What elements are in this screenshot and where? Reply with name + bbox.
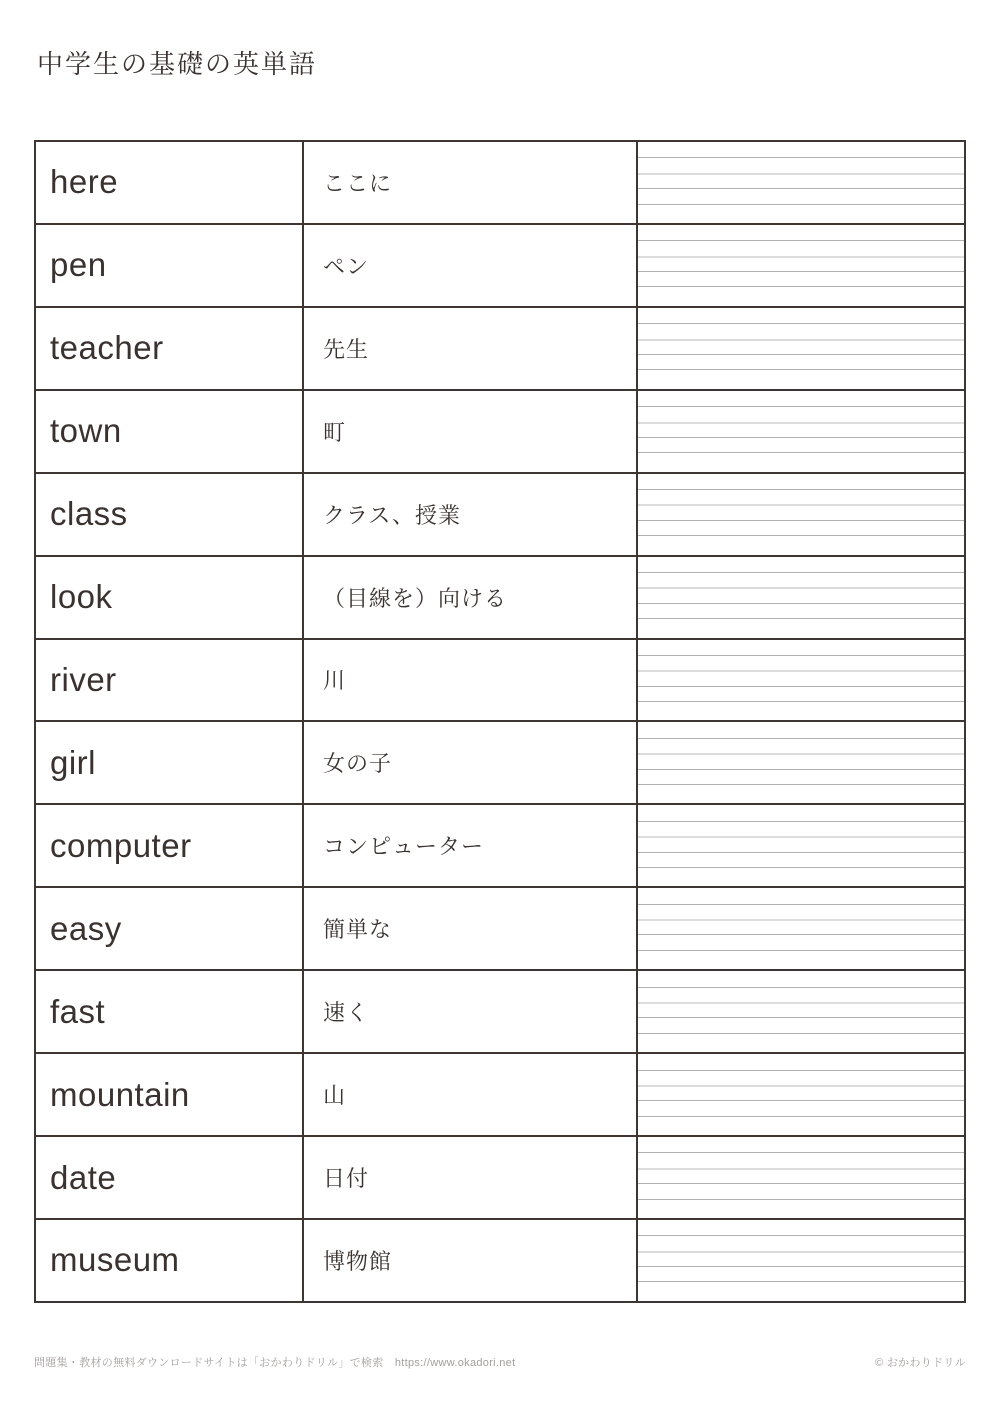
- guide-line: [638, 784, 964, 785]
- guide-line: [638, 670, 964, 672]
- guide-line: [638, 504, 964, 506]
- english-word: teacher: [50, 329, 164, 367]
- guide-line: [638, 1235, 964, 1236]
- table-row: [36, 555, 964, 638]
- writing-practice-area: [636, 557, 964, 638]
- writing-practice-area: [636, 391, 964, 472]
- table-row: [36, 803, 964, 886]
- table-row: [36, 886, 964, 969]
- table-row: [36, 1218, 964, 1301]
- guide-line: [638, 1168, 964, 1170]
- guide-line: [638, 1199, 964, 1200]
- english-word: river: [50, 660, 117, 698]
- japanese-meaning: 先生: [302, 308, 636, 389]
- guide-line: [638, 323, 964, 324]
- table-row: [36, 142, 964, 223]
- guide-line: [638, 489, 964, 490]
- guide-line: [638, 173, 964, 175]
- guide-line: [638, 686, 964, 687]
- page-footer: [34, 1354, 966, 1370]
- japanese-meaning: 日付: [302, 1137, 636, 1218]
- writing-practice-area: [636, 722, 964, 803]
- english-word: computer: [50, 826, 192, 864]
- guide-line: [638, 188, 964, 189]
- guide-line: [638, 1183, 964, 1184]
- guide-line: [638, 339, 964, 341]
- table-row: [36, 306, 964, 389]
- guide-line: [638, 603, 964, 604]
- english-word: here: [50, 163, 119, 201]
- japanese-meaning: （目線を）向ける: [302, 557, 636, 638]
- guide-line: [638, 437, 964, 438]
- guide-line: [638, 1033, 964, 1034]
- writing-practice-area: [636, 1137, 964, 1218]
- writing-practice-area: [636, 474, 964, 555]
- guide-line: [638, 753, 964, 755]
- guide-line: [638, 701, 964, 702]
- guide-line: [638, 904, 964, 905]
- guide-line: [638, 1152, 964, 1153]
- japanese-meaning: ここに: [302, 142, 636, 223]
- english-word: date: [50, 1158, 117, 1196]
- japanese-meaning: コンピューター: [302, 805, 636, 886]
- guide-line: [638, 1281, 964, 1282]
- writing-practice-area: [636, 888, 964, 969]
- japanese-meaning: 簡単な: [302, 888, 636, 969]
- english-word: fast: [50, 992, 106, 1030]
- guide-line: [638, 934, 964, 935]
- guide-line: [638, 452, 964, 453]
- guide-line: [638, 821, 964, 822]
- guide-line: [638, 535, 964, 536]
- guide-line: [638, 919, 964, 921]
- guide-line: [638, 987, 964, 988]
- english-word: girl: [50, 743, 97, 781]
- english-word: museum: [50, 1241, 180, 1279]
- writing-practice-area: [636, 1220, 964, 1301]
- japanese-meaning: 速く: [302, 971, 636, 1052]
- writing-practice-area: [636, 308, 964, 389]
- writing-practice-area: [636, 1054, 964, 1135]
- guide-line: [638, 1266, 964, 1267]
- guide-line: [638, 572, 964, 573]
- guide-line: [638, 1002, 964, 1004]
- english-word: pen: [50, 246, 107, 284]
- writing-practice-area: [636, 805, 964, 886]
- japanese-meaning: 町: [302, 391, 636, 472]
- page-title: 中学生の基礎の英単語: [37, 49, 318, 79]
- guide-line: [638, 520, 964, 521]
- guide-line: [638, 950, 964, 951]
- table-row: [36, 472, 964, 555]
- guide-line: [638, 867, 964, 868]
- guide-line: [638, 1251, 964, 1253]
- table-row: [36, 223, 964, 306]
- guide-line: [638, 587, 964, 589]
- english-word: town: [50, 412, 122, 450]
- japanese-meaning: クラス、授業: [302, 474, 636, 555]
- footer-copyright: © おかわりドリル: [875, 1357, 966, 1369]
- guide-line: [638, 1116, 964, 1117]
- writing-practice-area: [636, 971, 964, 1052]
- japanese-meaning: 山: [302, 1054, 636, 1135]
- guide-line: [638, 286, 964, 287]
- guide-line: [638, 271, 964, 272]
- guide-line: [638, 1100, 964, 1101]
- table-row: [36, 969, 964, 1052]
- guide-line: [638, 738, 964, 739]
- guide-line: [638, 769, 964, 770]
- writing-practice-area: [636, 142, 964, 223]
- table-row: [36, 638, 964, 721]
- writing-practice-area: [636, 225, 964, 306]
- guide-line: [638, 852, 964, 853]
- guide-line: [638, 240, 964, 241]
- guide-line: [638, 1017, 964, 1018]
- japanese-meaning: ペン: [302, 225, 636, 306]
- table-row: [36, 1052, 964, 1135]
- guide-line: [638, 655, 964, 656]
- table-row: [36, 720, 964, 803]
- japanese-meaning: 川: [302, 640, 636, 721]
- vocab-table: [34, 140, 966, 1303]
- guide-line: [638, 836, 964, 838]
- guide-line: [638, 256, 964, 258]
- writing-practice-area: [636, 640, 964, 721]
- guide-line: [638, 618, 964, 619]
- japanese-meaning: 女の子: [302, 722, 636, 803]
- guide-line: [638, 406, 964, 407]
- english-word: mountain: [50, 1075, 190, 1113]
- japanese-meaning: 博物館: [302, 1220, 636, 1301]
- guide-line: [638, 1085, 964, 1087]
- english-word: easy: [50, 909, 122, 947]
- guide-line: [638, 157, 964, 158]
- guide-line: [638, 422, 964, 424]
- english-word: class: [50, 495, 128, 533]
- guide-line: [638, 354, 964, 355]
- table-row: [36, 389, 964, 472]
- guide-line: [638, 369, 964, 370]
- table-row: [36, 1135, 964, 1218]
- english-word: look: [50, 578, 113, 616]
- guide-line: [638, 1070, 964, 1071]
- footer-site-info: 問題集・教材の無料ダウンロードサイトは「おかわりドリル」で検索 https://www.okadori.net: [34, 1357, 516, 1369]
- guide-line: [638, 204, 964, 205]
